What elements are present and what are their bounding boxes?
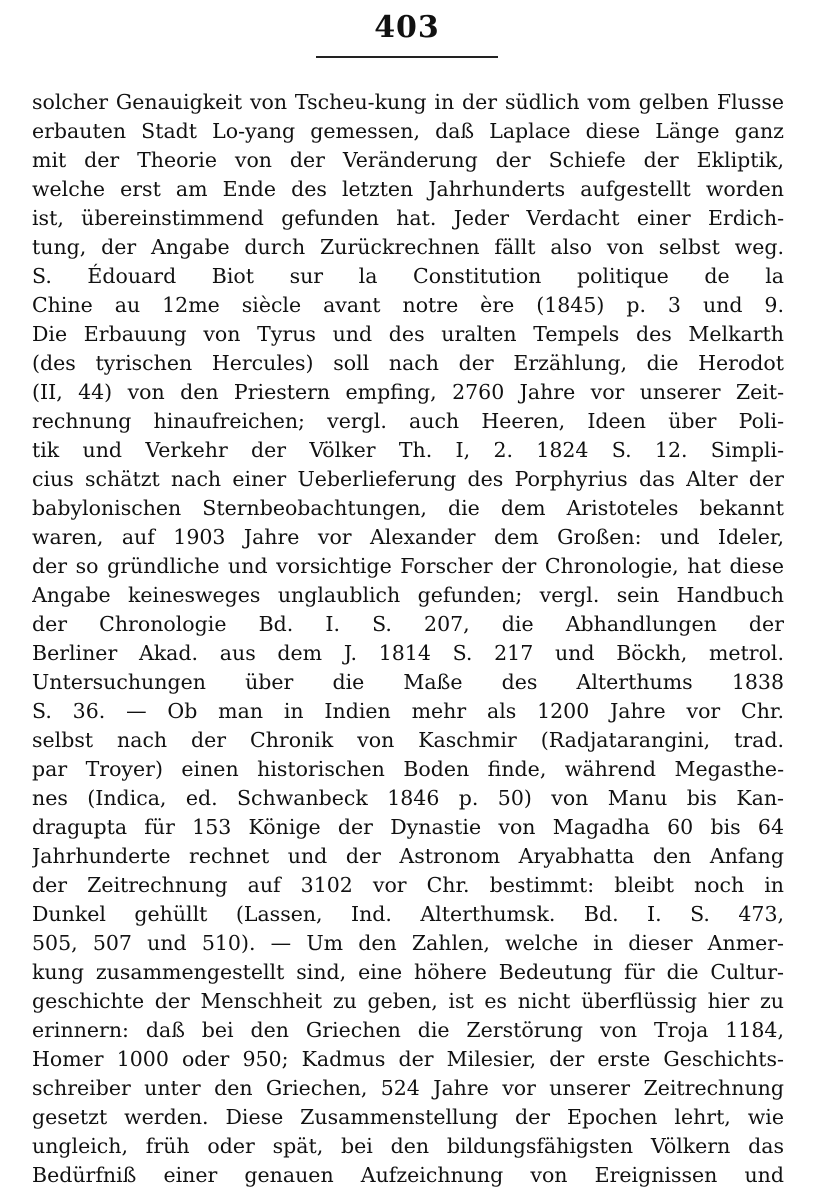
text-line: der Zeitrechnung auf 3102 vor Chr. bestimmt: bleibt noch in: [32, 873, 784, 897]
text-line: geschichte der Menschheit zu geben, ist es nicht überflüssig hier zu: [32, 989, 784, 1013]
text-line: tung, der Angabe durch Zurückrechnen fällt also von selbst weg.: [32, 235, 784, 259]
text-line: Untersuchungen über die Maße des Alterthums 1838: [32, 670, 784, 694]
text-line: schreiber unter den Griechen, 524 Jahre vor unserer Zeitrechnung: [32, 1076, 784, 1100]
text-line: par Troyer) einen historischen Boden finde, während Megasthe-: [32, 757, 784, 781]
text-line: waren, auf 1903 Jahre vor Alexander dem Großen: und Ideler,: [32, 525, 784, 549]
page-number: 403: [374, 10, 440, 45]
text-line: der Chronologie Bd. I. S. 207, die Abhandlungen der: [32, 612, 784, 636]
text-line: erbauten Stadt Lo-yang gemessen, daß Laplace diese Länge ganz: [32, 119, 784, 143]
header-rule: [316, 56, 498, 58]
text-line: (II, 44) von den Priestern empfing, 2760 Jahre vor unserer Zeit-: [32, 380, 784, 404]
text-line: 505, 507 und 510). — Um den Zahlen, welche in dieser Anmer-: [32, 931, 784, 955]
text-line: Jahrhunderte rechnet und der Astronom Aryabhatta den Anfang: [32, 844, 784, 868]
text-line: Berliner Akad. aus dem J. 1814 S. 217 und Böckh, metrol.: [32, 641, 784, 665]
text-line: dragupta für 153 Könige der Dynastie von Magadha 60 bis 64: [32, 815, 784, 839]
text-line: rechnung hinaufreichen; vergl. auch Heeren, Ideen über Poli-: [32, 409, 784, 433]
footnote-text: [32, 88, 784, 1190]
text-line: Homer 1000 oder 950; Kadmus der Milesier, der erste Geschichts-: [32, 1047, 784, 1071]
text-line: ist, übereinstimmend gefunden hat. Jeder Verdacht einer Erdich-: [32, 206, 784, 230]
text-line: Die Erbauung von Tyrus und des uralten Tempels des Melkarth: [32, 322, 784, 346]
text-line: Bedürfniß einer genauen Aufzeichnung von Ereignissen und: [32, 1163, 784, 1187]
text-line: (des tyrischen Hercules) soll nach der Erzählung, die Herodot: [32, 351, 784, 375]
text-line: erinnern: daß bei den Griechen die Zerstörung von Troja 1184,: [32, 1018, 784, 1042]
text-line: S. Édouard Biot sur la Constitution politique de la: [32, 264, 784, 288]
text-line: babylonischen Sternbeobachtungen, die dem Aristoteles bekannt: [32, 496, 784, 520]
text-line: mit der Theorie von der Veränderung der Schiefe der Ekliptik,: [32, 148, 784, 172]
text-line: selbst nach der Chronik von Kaschmir (Radjatarangini, trad.: [32, 728, 784, 752]
text-line: welche erst am Ende des letzten Jahrhunderts aufgestellt worden: [32, 177, 784, 201]
text-line: S. 36. — Ob man in Indien mehr als 1200 Jahre vor Chr.: [32, 699, 784, 723]
text-line: Angabe keinesweges unglaublich gefunden; vergl. sein Handbuch: [32, 583, 784, 607]
text-line: kung zusammengestellt sind, eine höhere Bedeutung für die Cultur-: [32, 960, 784, 984]
text-line: gesetzt werden. Diese Zusammenstellung der Epochen lehrt, wie: [32, 1105, 784, 1129]
text-line: cius schätzt nach einer Ueberlieferung des Porphyrius das Alter der: [32, 467, 784, 491]
text-line: Chine au 12me siècle avant notre ère (1845) p. 3 und 9.: [32, 293, 784, 317]
text-line: nes (Indica, ed. Schwanbeck 1846 p. 50) von Manu bis Kan-: [32, 786, 784, 810]
text-line: der so gründliche und vorsichtige Forscher der Chronologie, hat diese: [32, 554, 784, 578]
text-line: Dunkel gehüllt (Lassen, Ind. Alterthumsk. Bd. I. S. 473,: [32, 902, 784, 926]
text-line: solcher Genauigkeit von Tscheu-kung in der südlich vom gelben Flusse: [32, 90, 784, 114]
text-line: ungleich, früh oder spät, bei den bildungsfähigsten Völkern das: [32, 1134, 784, 1158]
text-line: tik und Verkehr der Völker Th. I, 2. 1824 S. 12. Simpli-: [32, 438, 784, 462]
